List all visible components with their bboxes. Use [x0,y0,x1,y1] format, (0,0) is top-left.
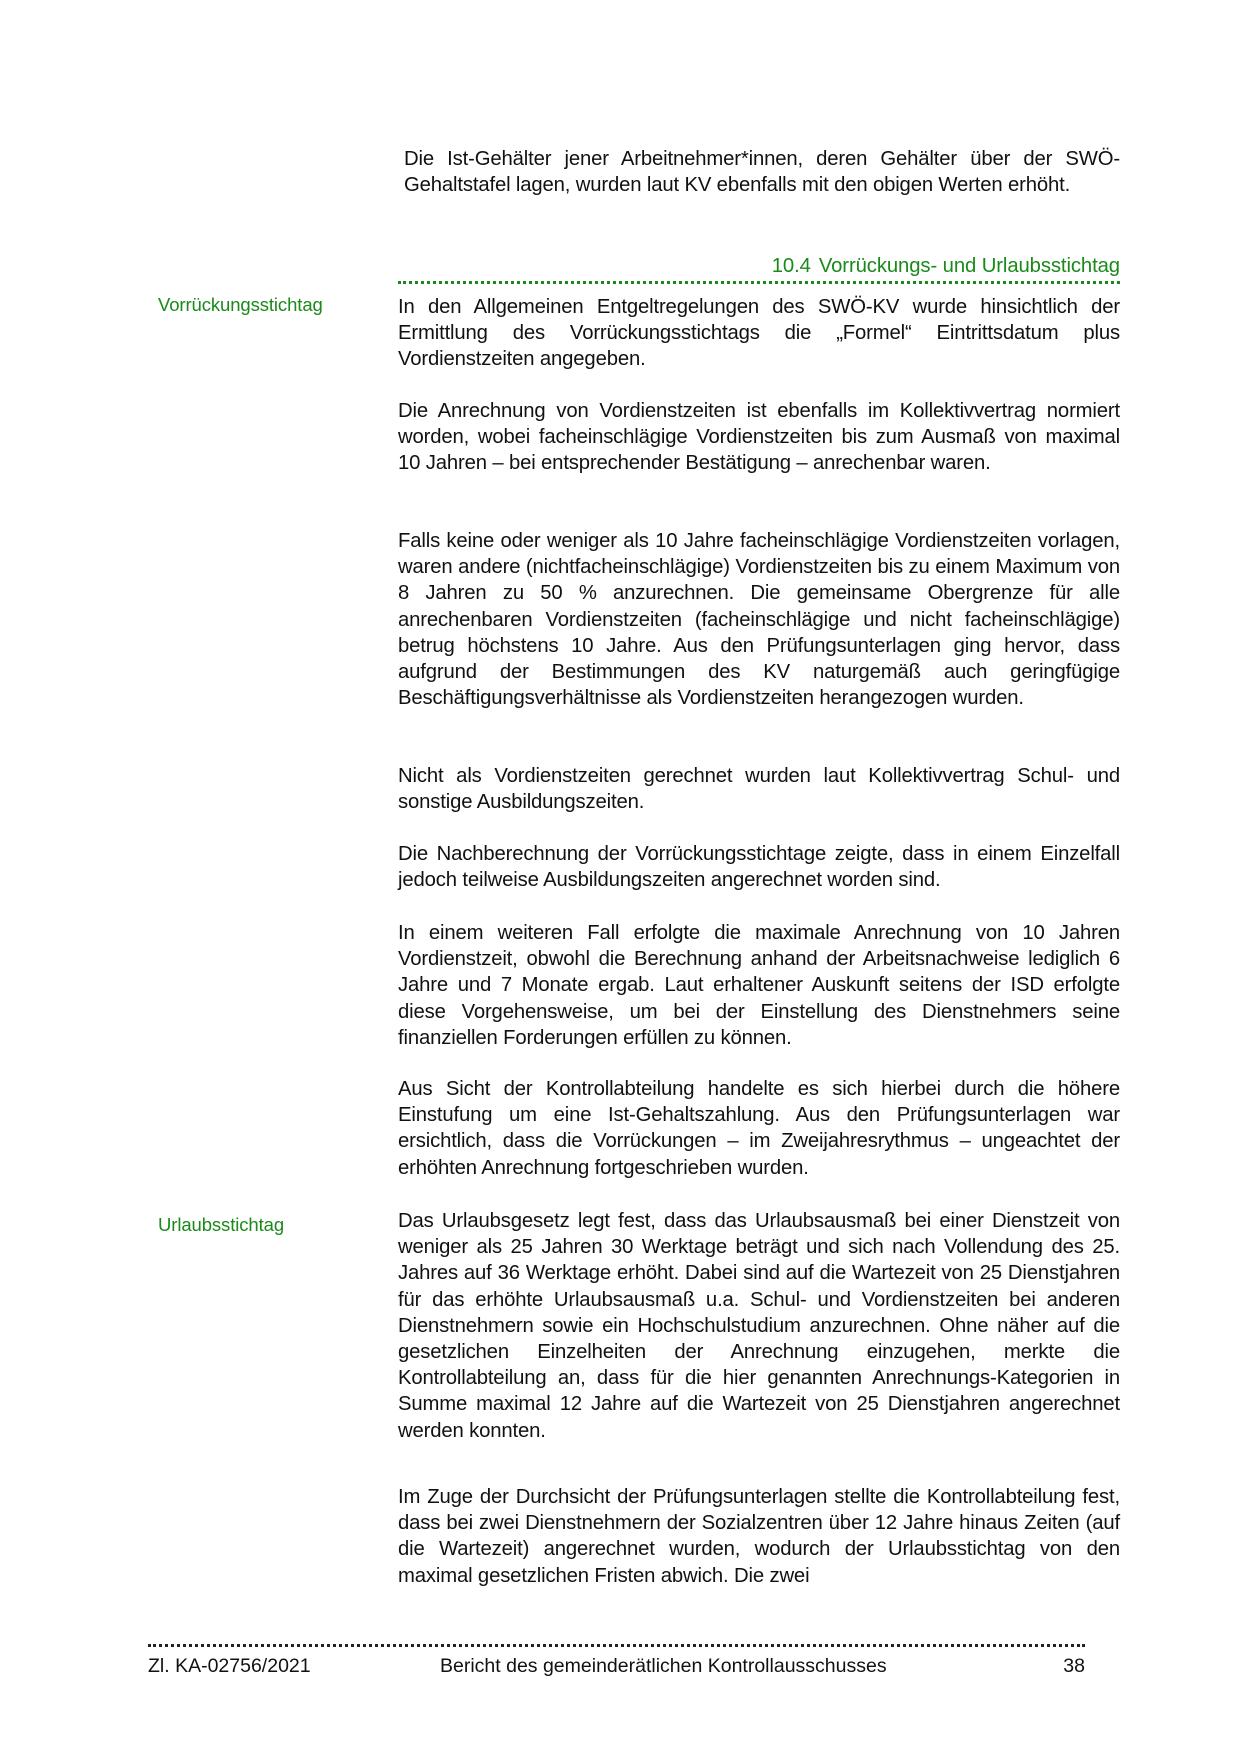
paragraph-9 [398,1484,1120,1589]
paragraph-text: Die Anrechnung von Vordienstzeiten ist ebenfalls im Kollektivvertrag normiert worden, wobei facheinschlägige Vordienstzeiten bis zum Ausmaß von maximal 10 Jahren – bei entsprechender Bestätigung – anrechenbar waren. [398,400,1120,475]
paragraph-text: In einem weiteren Fall erfolgte die maximale Anrechnung von 10 Jahren Vordienstzeit, obwohl die Berechnung anhand der Arbeitsnachweise lediglich 6 Jahre und 7 Monate ergab. Laut erhaltener Auskunft seitens der ISD erfolgte diese Vorgehensweise, um bei der Einstellung des Dienstnehmers seine finanziellen Forderungen erfüllen zu können. [398,922,1120,1049]
paragraph-text: Die Nachberechnung der Vorrückungsstichtage zeigte, dass in einem Einzelfall jedoch teilweise Ausbildungszeiten angerechnet worden sind. [398,843,1120,892]
paragraph-text: Das Urlaubsgesetz legt fest, dass das Urlaubsausmaß bei einer Dienstzeit von weniger als 25 Jahren 30 Werktage beträgt und sich nach Vollendung des 25. Jahres auf 36 Werktage erhöht. Dabei sind auf die Wartezeit von 25 Dienstjahren für das erhöhte Urlaubsausmaß u.a. Schul- und Vordienstzeiten bei anderen Dienstnehmern sowie ein Hochschulstudium anzurechnen. Ohne näher auf die gesetzlichen Einzelheiten der Anrechnung einzugehen, merkte die Kontrollabteilung an, dass für die hier genannten Anrechnungs-Kategorien in Summe maximal 12 Jahre auf die Wartezeit von 25 Dienstjahren angerechnet werden konnten. [398,1210,1120,1442]
paragraph-3 [398,528,1120,711]
paragraph-text: Die Ist-Gehälter jener Arbeitnehmer*innen, deren Gehälter über der SWÖ-Gehaltstafel lagen, wurden laut KV ebenfalls mit den obigen Werten erhöht. [404,148,1120,197]
paragraph-text: Nicht als Vordienstzeiten gerechnet wurden laut Kollektivvertrag Schul- und sonstige Ausbildungszeiten. [398,765,1120,814]
margin-label-urlaubsstichtag: Urlaubsstichtag [158,1214,285,1235]
intro-paragraph [404,146,1120,198]
document-reference: Zl. KA-02756/2021 [148,1655,311,1677]
paragraph-8 [398,1208,1120,1444]
paragraph-6 [398,920,1120,1051]
paragraph-7 [398,1076,1120,1181]
page-number: 38 [1063,1655,1085,1677]
footer-divider [148,1644,1085,1647]
paragraph-text: Falls keine oder weniger als 10 Jahre facheinschlägige Vordienstzeiten vorlagen, waren andere (nichtfacheinschlägige) Vordienstzeiten bis zu einem Maximum von 8 Jahren zu 50 % anzurechnen. Die gemeinsame Obergrenze für alle anrechenbaren Vordienstzeiten (facheinschlägige und nicht facheinschlägige) betrug höchstens 10 Jahre. Aus den Prüfungsunterlagen ging hervor, dass aufgrund der Bestimmungen des KV naturgemäß auch geringfügige Beschäftigungsverhältnisse als Vordienstzeiten herangezogen wurden. [398,530,1120,710]
page-footer [148,1653,1085,1679]
paragraph-text: Aus Sicht der Kontrollabteilung handelte es sich hierbei durch die höhere Einstufung um eine Ist-Gehaltszahlung. Aus den Prüfungsunterlagen war ersichtlich, dass die Vorrückungen – im Zweijahresrythmus – ungeachtet der erhöhten Anrechnung fortgeschrieben wurden. [398,1078,1120,1179]
paragraph-1 [398,294,1120,373]
paragraph-text: Im Zuge der Durchsicht der Prüfungsunterlagen stellte die Kontrollabteilung fest, dass bei zwei Dienstnehmern der Sozialzentren über 12 Jahre hinaus Zeiten (auf die Wartezeit) angerechnet wurden, wodurch der Urlaubsstichtag von den maximal gesetzlichen Fristen abwich. Die zwei [398,1486,1120,1587]
paragraph-4 [398,763,1120,815]
section-title: Vorrückungs- und Urlaubsstichtag [818,255,1120,277]
report-title: Bericht des gemeinderätlichen Kontrollausschusses [440,1655,887,1677]
section-number: 10.4 [771,255,811,277]
paragraph-2 [398,398,1120,477]
margin-label-vorrueckungsstichtag: Vorrückungsstichtag [158,294,323,315]
paragraph-text: In den Allgemeinen Entgeltregelungen des SWÖ-KV wurde hinsichtlich der Ermittlung des Vorrückungsstichtags die „Formel“ Eintrittsdatum plus Vordienstzeiten angegeben. [398,296,1120,371]
section-heading [398,253,1120,279]
section-divider [398,281,1120,284]
paragraph-5 [398,841,1120,893]
